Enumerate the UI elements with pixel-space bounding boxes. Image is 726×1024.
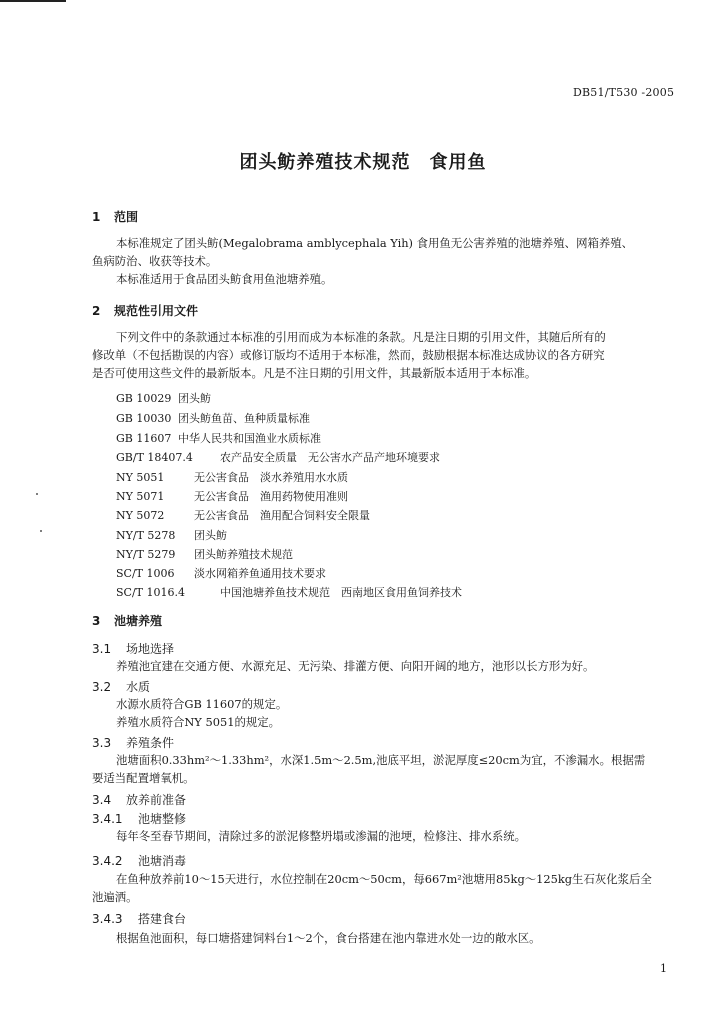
reference-item bbox=[116, 546, 293, 562]
text-fragment: 3.4.2 bbox=[92, 854, 123, 868]
section-title: 池塘养殖 bbox=[114, 614, 163, 628]
subsection-3-2-heading bbox=[92, 678, 150, 695]
text-fragment: 中国池塘养鱼技术规范 西南地区食用鱼饲养技术 bbox=[220, 586, 462, 599]
text-fragment: 池塘消毒 bbox=[138, 854, 187, 868]
reference-item bbox=[116, 410, 310, 426]
text-fragment: 农产品安全质量 无公害水产品产地环境要求 bbox=[220, 451, 440, 464]
text-fragment: NY/T 5278 bbox=[116, 529, 176, 542]
text-fragment: 团头鲂鱼苗、鱼种质量标准 bbox=[178, 412, 310, 425]
subsection-3-4-3-heading bbox=[92, 910, 186, 927]
text-fragment: SC/T 1016.4 bbox=[116, 586, 185, 599]
scan-speck bbox=[36, 493, 38, 495]
reference-item bbox=[116, 449, 440, 465]
paragraph-line: 池塘面积0.33hm²～1.33hm²，水深1.5m～2.5m,池底平坦，淤泥厚度≤20cm为宜，不渗漏水。根据需 bbox=[116, 753, 646, 767]
section-title: 规范性引用文件 bbox=[114, 304, 199, 318]
text-fragment: 3.4 bbox=[92, 793, 112, 807]
subsection-3-4-heading bbox=[92, 791, 186, 808]
text-fragment: GB 10029 bbox=[116, 392, 172, 405]
text-fragment: 无公害食品 渔用药物使用准则 bbox=[194, 490, 348, 503]
text-fragment: NY/T 5279 bbox=[116, 548, 176, 561]
text-fragment: NY 5051 bbox=[116, 471, 165, 484]
section-2-heading bbox=[92, 302, 198, 319]
paragraph-line: 本标准适用于食品团头鲂食用鱼池塘养殖。 bbox=[116, 272, 333, 286]
section-number: 2 bbox=[92, 304, 101, 318]
paragraph-line: 要适当配置增氧机。 bbox=[92, 771, 195, 785]
text-fragment: 团头鲂 bbox=[178, 392, 211, 405]
reference-item bbox=[116, 507, 370, 523]
subsection-3-4-1-heading bbox=[92, 810, 186, 827]
reference-item bbox=[116, 430, 321, 446]
text-fragment: 3.4.3 bbox=[92, 912, 123, 926]
section-number: 3 bbox=[92, 614, 101, 628]
scan-speck bbox=[40, 530, 42, 532]
text-fragment: 团头鲂养殖技术规范 bbox=[194, 548, 293, 561]
text-fragment: GB/T 18407.4 bbox=[116, 451, 193, 464]
top-edge-line bbox=[0, 0, 66, 2]
paragraph-line: 养殖池宜建在交通方便、水源充足、无污染、排灌方便、向阳开阔的地方，池形以长方形为好。 bbox=[116, 659, 595, 673]
standard-number: DB51/T530 -2005 bbox=[573, 86, 675, 99]
paragraph-line: 修改单（不包括勘误的内容）或修订版均不适用于本标准，然而，鼓励根据本标准达成协议的各方研究 bbox=[92, 348, 605, 362]
paragraph-line: 本标准规定了团头鲂(Megalobrama amblycephala Yih) 食用鱼无公害养殖的池塘养殖、网箱养殖、 bbox=[116, 236, 634, 250]
text-fragment: GB 10030 bbox=[116, 412, 172, 425]
text-fragment: 3.3 bbox=[92, 736, 112, 750]
text-fragment: 3.1 bbox=[92, 642, 112, 656]
reference-item bbox=[116, 565, 326, 581]
paragraph-line: 是否可使用这些文件的最新版本。凡是不注日期的引用文件，其最新版本适用于本标准。 bbox=[92, 366, 537, 380]
text-fragment: 无公害食品 渔用配合饲料安全限量 bbox=[194, 509, 370, 522]
section-1-heading bbox=[92, 208, 138, 225]
paragraph-line: 在鱼种放养前10～15天进行，水位控制在20cm～50cm，每667m²池塘用85kg～125kg生石灰化浆后全 bbox=[116, 872, 652, 886]
paragraph-line: 水源水质符合GB 11607的规定。 bbox=[116, 697, 288, 711]
text-fragment: 无公害食品 淡水养殖用水水质 bbox=[194, 471, 348, 484]
text-fragment: 搭建食台 bbox=[138, 912, 187, 926]
reference-item bbox=[116, 527, 227, 543]
text-fragment: 池塘整修 bbox=[138, 812, 187, 826]
text-fragment: 3.2 bbox=[92, 680, 112, 694]
subsection-3-1-heading bbox=[92, 640, 174, 657]
reference-item bbox=[116, 469, 348, 485]
reference-item bbox=[116, 584, 462, 600]
text-fragment: 淡水网箱养鱼通用技术要求 bbox=[194, 567, 326, 580]
text-fragment: 水质 bbox=[126, 680, 151, 694]
text-fragment: 3.4.1 bbox=[92, 812, 123, 826]
section-number: 1 bbox=[92, 210, 101, 224]
subsection-3-4-2-heading bbox=[92, 852, 186, 869]
reference-item bbox=[116, 390, 211, 406]
text-fragment: 中华人民共和国渔业水质标准 bbox=[178, 432, 321, 445]
page-title: 团头鲂养殖技术规范 食用鱼 bbox=[239, 152, 487, 173]
page-number: 1 bbox=[660, 962, 667, 975]
paragraph-line: 根据鱼池面积，每口塘搭建饲料台1～2个，食台搭建在池内靠进水处一边的敞水区。 bbox=[116, 931, 541, 945]
text-fragment: GB 11607 bbox=[116, 432, 172, 445]
text-fragment: NY 5072 bbox=[116, 509, 165, 522]
text-fragment: 团头鲂 bbox=[194, 529, 227, 542]
text-fragment: SC/T 1006 bbox=[116, 567, 175, 580]
text-fragment: 养殖条件 bbox=[126, 736, 175, 750]
paragraph-line: 鱼病防治、收获等技术。 bbox=[92, 254, 218, 268]
reference-item bbox=[116, 488, 348, 504]
paragraph-line: 下列文件中的条款通过本标准的引用而成为本标准的条款。凡是注日期的引用文件，其随后所有的 bbox=[116, 330, 606, 344]
paragraph-line: 每年冬至春节期间，清除过多的淤泥修整坍塌或渗漏的池埂，检修注、排水系统。 bbox=[116, 829, 527, 843]
paragraph-line: 池遍洒。 bbox=[92, 890, 138, 904]
text-fragment: NY 5071 bbox=[116, 490, 165, 503]
paragraph-line: 养殖水质符合NY 5051的规定。 bbox=[116, 715, 281, 729]
text-fragment: 场地选择 bbox=[126, 642, 175, 656]
section-3-heading bbox=[92, 612, 162, 629]
section-title: 范围 bbox=[114, 210, 139, 224]
subsection-3-3-heading bbox=[92, 734, 174, 751]
text-fragment: 放养前准备 bbox=[126, 793, 187, 807]
